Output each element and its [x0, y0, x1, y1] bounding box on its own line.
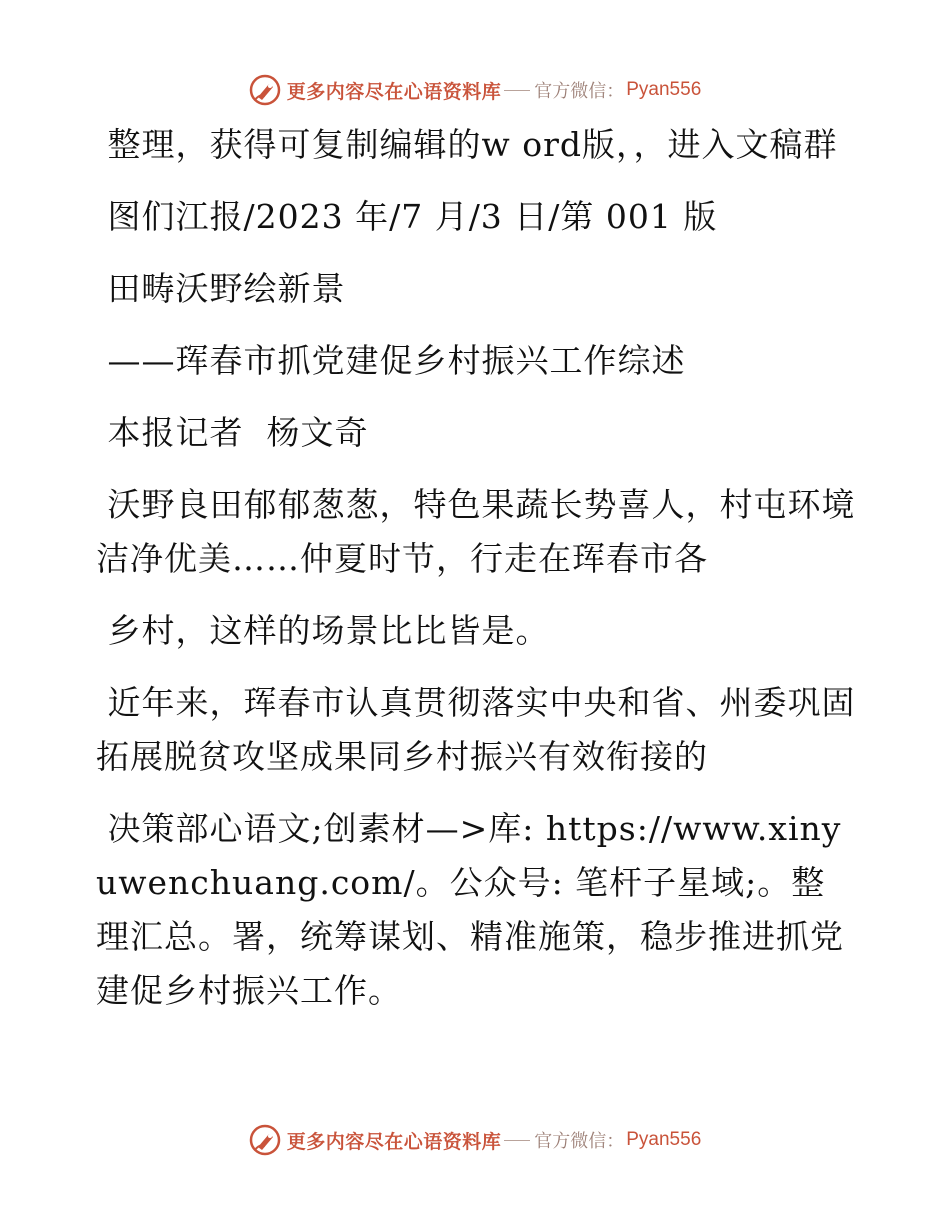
banner-sub-text: 官方微信：: [534, 1131, 625, 1152]
banner-main-text: 更多内容尽在心语资料库: [286, 80, 502, 103]
article-title: 田畴沃野绘新景: [96, 269, 346, 308]
banner-sub-text: 官方微信：: [534, 81, 625, 102]
pen-nib-logo-icon: [249, 74, 281, 106]
banner-main-text: 更多内容尽在心语资料库: [286, 1130, 502, 1153]
header-banner: [0, 70, 950, 110]
footer-banner: [0, 1120, 950, 1160]
banner-wechat-id: Pyan556: [626, 79, 702, 100]
article-subtitle: ——珲春市抓党建促乡村振兴工作综述: [96, 341, 686, 380]
paragraph: 决策部心语文;创素材—>库: https://www.xinyuwenchuang.com/。公众号: 笔杆子星域;。整理汇总。署，统筹谋划、精准施策，稳步推进抓党建促乡村振兴工作。: [96, 809, 844, 1010]
paragraph: 沃野良田郁郁葱葱，特色果蔬长势喜人，村屯环境洁净优美……仲夏时节，行走在珲春市各: [96, 485, 856, 578]
document-body: [96, 118, 856, 1036]
article-byline: 本报记者 杨文奇: [96, 413, 369, 452]
paragraph: 近年来，珲春市认真贯彻落实中央和省、州委巩固拓展脱贫攻坚成果同乡村振兴有效衔接的: [96, 683, 856, 776]
paragraph: 乡村，这样的场景比比皆是。: [96, 611, 550, 650]
pen-nib-logo-icon: [249, 1124, 281, 1156]
banner-divider: [504, 1140, 530, 1141]
publication-line: 图们江报/2023 年/7 月/3 日/第 001 版: [96, 197, 718, 236]
banner-wechat-id: Pyan556: [626, 1129, 702, 1150]
paragraph: 整理，获得可复制编辑的w ord版，，进入文稿群: [96, 125, 838, 164]
banner-divider: [504, 90, 530, 91]
